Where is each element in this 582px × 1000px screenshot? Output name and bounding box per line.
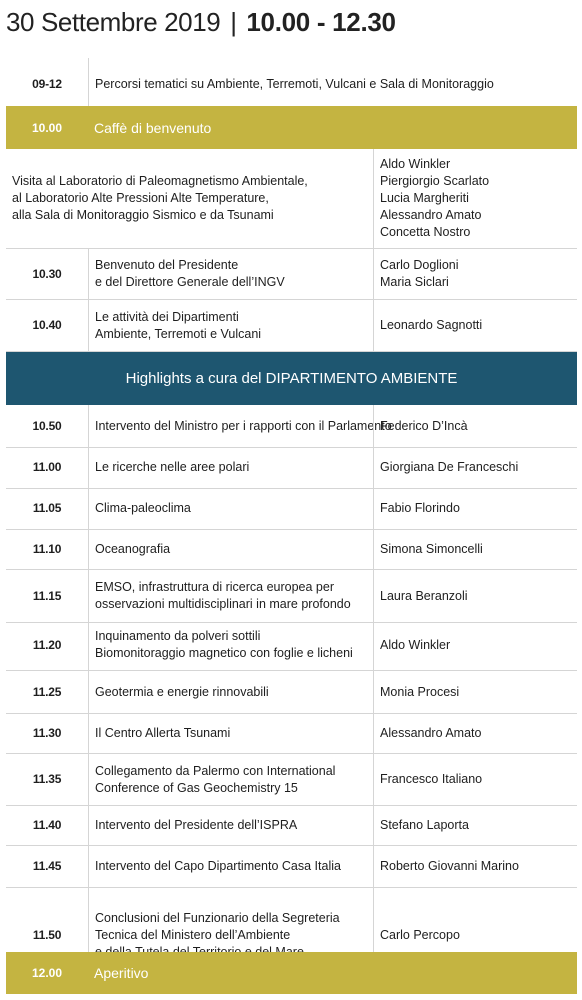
section-highlight-banner [6,352,577,405]
talk-title [88,806,373,845]
speaker-list [373,488,577,529]
break-band [6,106,577,149]
band-time: 10.00 [31,120,63,135]
speaker-list [373,671,577,713]
schedule-row [6,754,577,806]
band-label: Caffè di benvenuto [94,119,212,136]
row-time: 11.20 [32,637,62,652]
text-line: Carlo Doglioni [380,258,459,272]
schedule-row [6,300,577,352]
row-time: 11.45 [32,859,62,873]
text-line: Simona Simoncelli [380,542,483,556]
band-time: 12.00 [31,966,63,980]
speaker-list [373,249,577,299]
row-time: 10.30 [32,266,62,281]
section-title: Highlights a cura del DIPARTIMENTO AMBIENTE [125,370,458,387]
text-line: Concetta Nostro [380,225,471,239]
talk-title [88,530,373,569]
text-line: alla Sala di Monitoraggio Sismico e da Tsunami [12,208,274,222]
text-line: Inquinamento da polveri sottili [95,629,261,643]
schedule-row [6,620,577,671]
text-line: Visita al Laboratorio di Paleomagnetismo Ambientale, [12,174,308,188]
header-time-range: 10.00 - 12.30 [246,7,396,37]
schedule-row [6,530,577,570]
speaker-list [373,300,577,351]
schedule-row [6,806,577,846]
schedule-row [6,846,577,888]
talk-title [88,446,373,488]
text-line: Federico D’Incà [380,418,468,433]
schedule-row [6,149,577,249]
schedule-row [6,671,577,714]
text-line: Giorgiana De Franceschi [380,459,519,474]
text-line: Fabio Florindo [380,501,460,515]
text-line: Lucia Margheriti [380,191,469,205]
text-line: Alessandro Amato [380,208,482,222]
page-header [6,2,396,46]
speaker-list [373,806,577,845]
header-separator: | [230,7,237,37]
speaker-list [373,530,577,569]
text-line: Tecnica del Ministero dell’Ambiente [95,928,291,942]
row-time: 09-12 [32,76,62,91]
row-time: 11.15 [32,588,62,603]
break-band [6,952,577,994]
text-line: Francesco Italiano [380,772,483,786]
band-label: Aperitivo [94,965,149,981]
row-time: 10.50 [32,418,62,433]
talk-title [88,570,373,622]
row-time: 11.25 [32,684,62,699]
talk-title [88,249,373,299]
text-line: Conclusioni del Funzionario della Segreteria [95,911,340,925]
talk-title [88,620,373,670]
text-line: Aldo Winkler [380,637,451,652]
text-line: Ambiente, Terremoti e Vulcani [95,326,262,341]
text-line: Percorsi tematici su Ambiente, Terremoti, Vulcani e Sala di Monitoraggio [95,76,494,91]
text-line: Le attività dei Dipartimenti [95,309,239,324]
text-line: Laura Beranzoli [380,588,468,603]
talk-title [88,714,373,753]
text-line: Stefano Laporta [380,818,469,832]
speaker-list [373,446,577,488]
schedule-row [6,570,577,623]
text-line: Carlo Percopo [380,928,460,942]
text-line: Alessandro Amato [380,726,482,740]
text-line: Aldo Winkler [380,157,451,171]
talk-title [6,149,373,248]
schedule-row [6,488,577,530]
text-line: Piergiorgio Scarlato [380,174,490,188]
text-line: Intervento del Ministro per i rapporti con il Parlamento [95,418,392,433]
talk-title [88,300,373,351]
text-line: Conference of Gas Geochemistry 15 [95,780,298,795]
speaker-list [373,570,577,622]
row-time: 11.10 [32,542,62,556]
text-line: e del Direttore Generale dell’INGV [95,275,285,289]
speaker-list [373,754,577,805]
schedule-row [6,714,577,754]
text-line: Intervento del Capo Dipartimento Casa Italia [95,859,341,873]
text-line: Il Centro Allerta Tsunami [95,726,231,740]
text-line: Roberto Giovanni Marino [380,859,519,873]
talk-title [88,405,392,447]
text-line: Geotermia e energie rinnovabili [95,684,269,699]
row-time: 11.50 [32,928,62,942]
talk-title [88,58,577,110]
text-line: Clima-paleoclima [95,501,191,515]
schedule-row [6,405,577,448]
text-line: Collegamento da Palermo con International [95,763,336,778]
talk-title [88,846,373,887]
speaker-list [373,149,577,248]
text-line: Maria Siclari [380,275,449,289]
row-time: 11.05 [32,501,62,515]
row-time: 11.35 [32,772,62,786]
text-line: Leonardo Sagnotti [380,318,483,332]
schedule-row [6,58,577,110]
talk-title [88,754,373,805]
schedule-row [6,249,577,300]
talk-title [88,488,373,529]
text-line: Oceanografia [95,542,171,556]
text-line: al Laboratorio Alte Pressioni Alte Temperature, [12,191,269,205]
header-date: 30 Settembre 2019 [6,7,221,37]
speaker-list [373,714,577,753]
speaker-list [373,846,577,887]
row-time: 10.40 [32,318,62,332]
text-line: EMSO, infrastruttura di ricerca europea per [95,580,334,594]
talk-title [88,671,373,713]
text-line: osservazioni multidisciplinari in mare profondo [95,597,351,611]
row-time: 11.00 [32,459,62,474]
row-time: 11.30 [32,726,62,740]
text-line: Monia Procesi [380,684,460,699]
text-line: Le ricerche nelle aree polari [95,459,250,474]
speaker-list [373,405,577,447]
text-line: Biomonitoraggio magnetico con foglie e licheni [95,646,353,660]
schedule-row [6,446,577,489]
speaker-list [373,620,577,670]
text-line: Intervento del Presidente dell’ISPRA [95,818,298,832]
row-time: 11.40 [32,818,62,832]
text-line: Benvenuto del Presidente [95,258,239,272]
